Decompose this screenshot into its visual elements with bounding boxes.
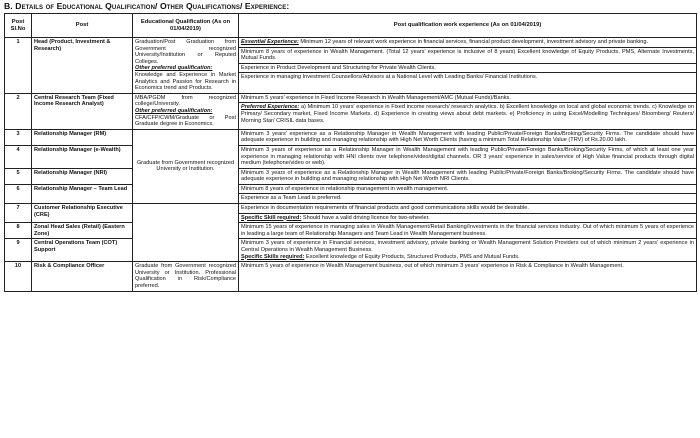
qualification-extra: CFA/CFP/CWM/Graduate or Post Graduate degree in Economics. [135, 114, 236, 128]
experience-line: Experience in managing Investment Counsellors/Advisors at a National Level with Leading Banks/ Financial Institutions. [239, 72, 696, 81]
table-row [5, 145, 697, 168]
row-qualification [133, 38, 239, 94]
row-post: Customer Relationship Executive (CRE) [32, 204, 133, 223]
experience-line: Specific Skills required: Excellent knowledge of Equity Products, Structured Products, PMS and Mutual Funds. [241, 253, 520, 260]
experience-line: Experience in Product Development and Structuring for Private Wealth Clients. [239, 63, 696, 72]
row-experience [239, 184, 697, 203]
merged-qualification [133, 204, 239, 262]
row-experience: Minimum 3 years' experience as a Relationship Manager in Wealth Management with leading Public/Private/Foreign Banks/Broking/Security Firms. The candidate should have adequate experience in building and managing relationship with High Net Worth Clients (having a minimum Total Relationship Value (TRV) of Rs.20.00 lakh. [239, 129, 697, 145]
experience-line: Minimum 5 years' experience in Fixed Income Research in Wealth Management/AMC (Mutual Funds)/Banks. [241, 94, 511, 101]
row-post: Relationship Manager (e-Wealth) [32, 145, 133, 168]
row-sl: 10 [5, 262, 32, 291]
row-experience: Minimum 3 years of experience as a Relationship Manager in Wealth Management with leading Public/Private/Foreign Banks/Broking/Security Firms. The candidate should have adequate experience in building and managing relationship with High Net Worth NRI Clients. [239, 168, 697, 184]
row-sl: 7 [5, 204, 32, 223]
experience-line: Experience in documentation requirements of financial products and good communications skills would be desirable. [241, 205, 529, 212]
qualification-label: Other preferred qualification: [135, 107, 213, 114]
row-sl: 8 [5, 223, 32, 239]
row-sl: 5 [5, 168, 32, 184]
qualification-main: Graduation/Post Graduation from Government recognized University/Institution or Reputed Colleges. [135, 39, 236, 65]
experience-line: Preferred Experience: a) Minimum 10 years' experience in Fixed income research/ research analytics. b) Excellent knowledge on local and global economic trends. c) Knowledge on Primary/ Secondary market, Fixed Income Markets. d) Experience in creating views about debt markets. e) Proficiency in using Excel/Modelling Techniques/ Bloomberg/ Reuters/ Morning Star/ CRISIL data bases. [241, 104, 694, 124]
row-sl: 1 [5, 38, 32, 94]
table-row [5, 223, 697, 239]
merged-qualification: Graduate from Government recognized University or Institution. [133, 129, 239, 203]
experience-label: Specific Skills required: [241, 253, 305, 260]
section-prefix: B. [4, 1, 13, 11]
row-post: Relationship Manager (RM) [32, 129, 133, 145]
table-row [5, 239, 697, 262]
header-experience: Post qualification work experience (As on 01/04/2019) [239, 14, 697, 38]
experience-line: Minimum 3 years of experience in Financial services, investment advisory, private banking or Wealth Management Solution Providers out of which minimum 2 years' experience in Central Operations in Wealth Management Business. [241, 240, 694, 254]
row-sl: 6 [5, 184, 32, 203]
row-experience [239, 38, 697, 94]
row-experience [239, 204, 697, 223]
header-qualification: Educational Qualification (As on 01/04/2019) [133, 14, 239, 38]
experience-line: Minimum 8 years of experience in relationship management in wealth management. [241, 185, 449, 192]
experience-line: Experience as a Team Lead is preferred. [239, 193, 696, 202]
row-experience: Minimum 3 years of experience as a Relationship Manager in Wealth Management with leading Public/Private/Foreign Banks/Broking/Security Firms, of which at least one year experience in managing relationship with HNI clients over telephone/video/digital channels. OR 3 years' experience in sales/service of High Value financial products through digital medium (telephone/video or web). [239, 145, 697, 168]
table-row [5, 204, 697, 223]
row-sl: 2 [5, 93, 32, 129]
experience-label: Preferred Experience: [241, 104, 300, 111]
row-experience: Minimum 15 years of experience in managing sales in Wealth Management/Retail Banking/Investments in the financial services industry. Out of which minimum 5 years of experience in leading a large team of Relationship Managers and Team Lead in Wealth Management business. [239, 223, 697, 239]
row-post: Head (Product, Investment & Research) [32, 38, 133, 94]
row-post: Central Operations Team (COT) Support [32, 239, 133, 262]
table-row [5, 38, 697, 94]
experience-line: Essential Experience: Minimum 12 years of relevant work experience in financial services, financial product development, investment advisory and private banking. [241, 39, 649, 45]
header-sl: Post Sl.No [5, 14, 32, 38]
qualification-label: Other preferred qualification: [135, 65, 213, 72]
experience-line: Minimum 8 years of experience in Wealth Management. (Total 12 years' experience is inclusive of 8 years) Excellent knowledge of Equity Products, PMS, Alternate Investments, Mutual Funds. [241, 48, 694, 62]
row-qualification [133, 93, 239, 129]
row-sl: 4 [5, 145, 32, 168]
row-post: Central Research Team (Fixed Income Research Analyst) [32, 93, 133, 129]
row-experience [239, 93, 697, 129]
qualification-table [4, 13, 697, 292]
row-post: Risk & Compliance Officer [32, 262, 133, 291]
table-row [5, 168, 697, 184]
row-post: Relationship Manager (NRI) [32, 168, 133, 184]
row-experience: Minimum 5 years of experience in Wealth Management business, out of which minimum 3 years' experience in Risk & Compliance in Wealth Management. [239, 262, 697, 291]
section-heading [4, 1, 289, 13]
table-row [5, 93, 697, 129]
experience-label: Specific Skill required: [241, 214, 302, 221]
row-post: Relationship Manager – Team Lead [32, 184, 133, 203]
table-row [5, 129, 697, 145]
qualification-extra: Knowledge and Experience in Market Analytics and Passion for Research in Economics trend and Products. [135, 71, 236, 92]
row-qualification: Graduate from Government recognized University or Institution. Professional Qualification in Risk/Compliance preferred. [133, 262, 239, 291]
row-sl: 3 [5, 129, 32, 145]
qualification-main: MBA/PGDM from recognized college/University. [135, 94, 236, 108]
experience-line: Specific Skill required: Should have a valid driving licence for two-wheeler. [239, 213, 696, 222]
table-row [5, 262, 697, 291]
experience-label: Essential Experience: [241, 39, 299, 45]
table-row [5, 184, 697, 203]
header-post: Post [32, 14, 133, 38]
row-sl: 9 [5, 239, 32, 262]
table-header-row [5, 14, 697, 38]
section-title: Details of Educational Qualification/ Other Qualifications/ Experience: [15, 1, 290, 11]
row-post: Zonal Head Sales (Retail) (Eastern Zone) [32, 223, 133, 239]
row-experience [239, 239, 697, 262]
